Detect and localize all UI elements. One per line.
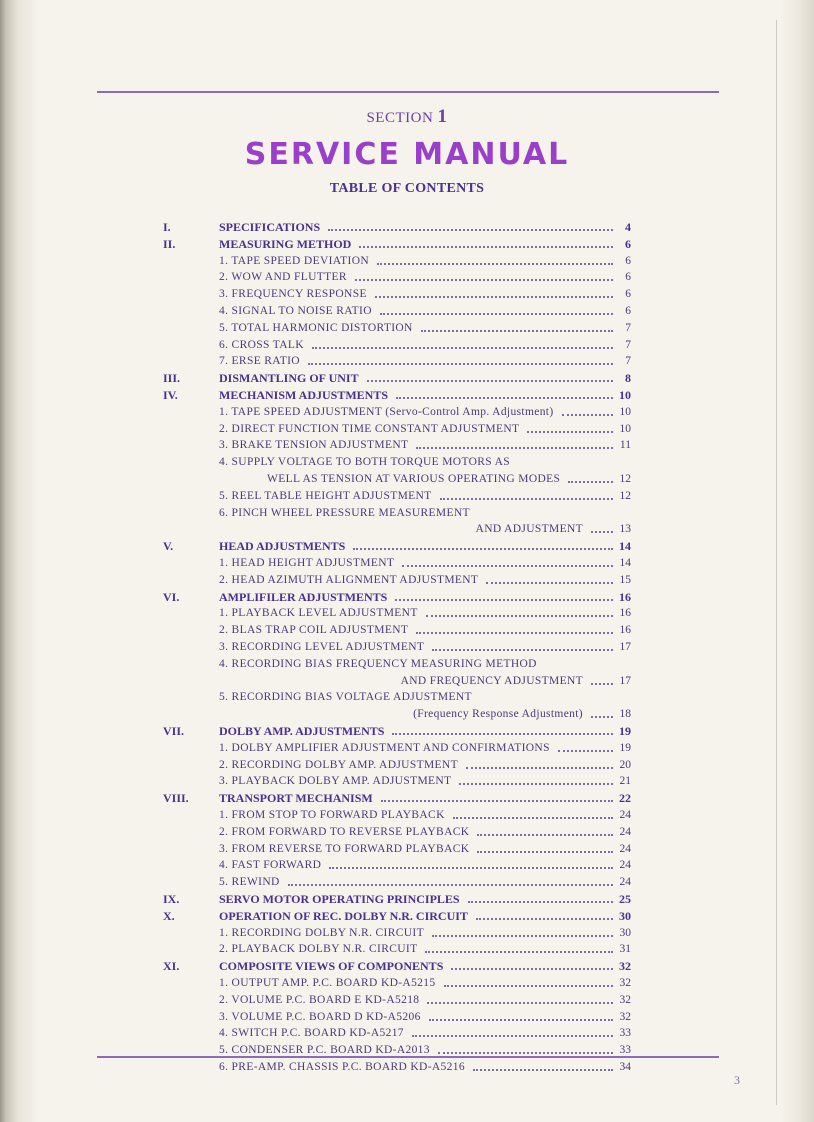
- toc-leader-dots: [377, 263, 613, 265]
- toc-entry-label: 4. RECORDING BIAS FREQUENCY MEASURING METHOD: [219, 657, 537, 670]
- toc-leader-dots: [432, 935, 613, 937]
- toc-sub-entry[interactable]: [219, 871, 631, 889]
- toc-entry-label: TRANSPORT MECHANISM: [219, 791, 373, 806]
- toc-leader-dots: [591, 531, 613, 533]
- toc-leader-dots: [396, 397, 613, 399]
- toc-sub-entry[interactable]: [219, 854, 631, 872]
- toc-sub-entry[interactable]: [219, 350, 631, 368]
- toc-page-number: 7: [625, 355, 631, 368]
- section-word: SECTION: [366, 110, 434, 126]
- toc-page-number: 7: [625, 321, 631, 334]
- toc-leader-dots: [426, 615, 613, 617]
- toc-leader-dots: [425, 951, 613, 953]
- toc-page-number: 4: [625, 220, 631, 234]
- toc-entry-label: 2. RECORDING DOLBY AMP. ADJUSTMENT: [219, 758, 458, 771]
- toc-roman-numeral: VI.: [163, 589, 180, 604]
- toc-sub-entry[interactable]: [219, 434, 631, 452]
- toc-entry-label: 1. OUTPUT AMP. P.C. BOARD KD-A5215: [219, 977, 436, 989]
- toc-leader-dots: [367, 380, 613, 382]
- toc-leader-dots: [486, 582, 613, 584]
- toc-roman-numeral: X.: [163, 908, 175, 923]
- toc-leader-dots: [591, 716, 613, 718]
- toc-leader-dots: [440, 498, 613, 500]
- toc-page-number: 17: [619, 641, 631, 653]
- toc-sub-entry[interactable]: [219, 1056, 631, 1074]
- section-number: 1: [437, 106, 448, 127]
- toc-page-number: 25: [619, 892, 631, 906]
- toc-entry-label: 1. FROM STOP TO FORWARD PLAYBACK: [219, 809, 445, 821]
- bottom-rule: [97, 1056, 719, 1058]
- toc-leader-dots: [402, 565, 613, 567]
- toc-sub-entry[interactable]: [219, 737, 631, 755]
- toc-sub-entry[interactable]: [219, 972, 631, 990]
- toc-leader-dots: [459, 783, 613, 785]
- toc-leader-dots: [412, 1035, 613, 1037]
- toc-page-number: 6: [625, 271, 631, 284]
- toc-roman-numeral: I.: [163, 220, 171, 234]
- toc-page-number: 30: [619, 926, 631, 939]
- toc-entry-label: 1. TAPE SPEED DEVIATION: [219, 254, 370, 267]
- toc-entry-label: 1. RECORDING DOLBY N.R. CIRCUIT: [219, 926, 424, 939]
- toc-entry-label: 3. PLAYBACK DOLBY AMP. ADJUSTMENT: [219, 775, 452, 788]
- toc-sub-entry[interactable]: [219, 636, 631, 654]
- toc-page-number: 8: [625, 371, 631, 386]
- toc-entry-label: 2. BLAS TRAP COIL ADJUSTMENT: [219, 624, 409, 637]
- toc-entry-label: 3. BRAKE TENSION ADJUSTMENT: [219, 439, 409, 452]
- toc-entry-label: COMPOSITE VIEWS OF COMPONENTS: [219, 959, 444, 974]
- toc-entry-label: SPECIFICATIONS: [219, 220, 321, 234]
- toc-sub-entry[interactable]: [219, 401, 631, 419]
- toc-page-number: 17: [619, 674, 631, 687]
- toc-entry-continuation[interactable]: [219, 670, 631, 688]
- toc-section-entry[interactable]: [163, 888, 631, 906]
- toc-roman-numeral: IX.: [163, 892, 180, 906]
- toc-entry-label: 6. CROSS TALK: [219, 338, 304, 351]
- toc-page-number: 19: [619, 741, 631, 754]
- toc-entry-label: MEASURING METHOD: [219, 236, 352, 251]
- toc-entry-continuation[interactable]: [219, 468, 631, 486]
- toc-page-number: 19: [619, 724, 631, 738]
- toc-roman-numeral: IV.: [163, 388, 178, 402]
- toc-leader-dots: [477, 834, 613, 836]
- toc-page-number: 31: [619, 943, 631, 956]
- toc-roman-numeral: V.: [163, 539, 174, 554]
- toc-sub-entry[interactable]: [219, 770, 631, 788]
- top-rule: [97, 91, 719, 93]
- section-label: [0, 106, 814, 128]
- toc-leader-dots: [453, 817, 613, 819]
- toc-leader-dots: [312, 347, 613, 349]
- toc-page-number: 32: [619, 959, 631, 974]
- toc-leader-dots: [451, 968, 613, 970]
- toc-entry-label: DOLBY AMP. ADJUSTMENTS: [219, 724, 385, 738]
- toc-page-number: 6: [625, 288, 631, 301]
- toc-entry-label: AND FREQUENCY ADJUSTMENT: [400, 674, 583, 687]
- toc-page-number: 32: [619, 977, 631, 989]
- toc-page-number: 10: [619, 422, 631, 435]
- toc-leader-dots: [476, 918, 613, 920]
- toc-entry-label: 5. TOTAL HARMONIC DISTORTION: [219, 321, 413, 334]
- toc-page-number: 16: [619, 589, 631, 604]
- toc-section-entry[interactable]: [163, 367, 631, 385]
- toc-page-number: 32: [619, 1010, 631, 1023]
- toc-sub-entry[interactable]: [219, 1006, 631, 1024]
- toc-sub-entry[interactable]: [219, 317, 631, 335]
- toc-page-number: 7: [625, 338, 631, 351]
- toc-entry-label: 2. HEAD AZIMUTH ALIGNMENT ADJUSTMENT: [219, 573, 479, 586]
- toc-leader-dots: [444, 985, 614, 987]
- toc-leader-dots: [477, 851, 613, 853]
- toc-leader-dots: [359, 246, 613, 248]
- toc-page-number: 6: [625, 236, 631, 251]
- toc-leader-dots: [466, 767, 613, 769]
- toc-sub-entry[interactable]: [219, 838, 631, 856]
- toc-entry-label: 2. DIRECT FUNCTION TIME CONSTANT ADJUSTMENT: [219, 422, 520, 435]
- toc-leader-dots: [421, 330, 613, 332]
- toc-entry-label: (Frequency Response Adjustment): [413, 708, 583, 721]
- toc-page-number: 33: [619, 1044, 631, 1057]
- toc-entry-label: 1. TAPE SPEED ADJUSTMENT (Servo-Control Amp. Adjustment): [219, 405, 554, 418]
- toc-entry-label: 1. HEAD HEIGHT ADJUSTMENT: [219, 557, 395, 569]
- toc-entry-label: 5. RECORDING BIAS VOLTAGE ADJUSTMENT: [219, 691, 472, 704]
- toc-roman-numeral: XI.: [163, 959, 180, 974]
- toc-page-number: 21: [619, 775, 631, 788]
- toc-entry-label: 4. SIGNAL TO NOISE RATIO: [219, 305, 372, 317]
- toc-page-number: 13: [619, 523, 631, 536]
- toc-leader-dots: [468, 901, 613, 903]
- toc-leader-dots: [308, 363, 613, 365]
- toc-page-number: 12: [619, 489, 631, 502]
- toc-leader-dots: [328, 229, 613, 231]
- toc-entry-label: 5. REEL TABLE HEIGHT ADJUSTMENT: [219, 489, 432, 502]
- toc-entry-continuation[interactable]: [219, 451, 631, 469]
- toc-entry-label: 3. FREQUENCY RESPONSE: [219, 288, 367, 301]
- manual-title: SERVICE MANUAL: [244, 137, 570, 172]
- toc-entry-label: 3. FROM REVERSE TO FORWARD PLAYBACK: [219, 842, 470, 855]
- toc-leader-dots: [416, 632, 613, 634]
- toc-roman-numeral: VII.: [163, 724, 185, 738]
- toc-page-number: 6: [625, 254, 631, 267]
- toc-page-number: 11: [619, 439, 631, 452]
- toc-section-entry[interactable]: [163, 216, 631, 234]
- toc-section-entry[interactable]: [163, 586, 631, 604]
- toc-entry-label: 1. PLAYBACK LEVEL ADJUSTMENT: [219, 607, 418, 620]
- toc-sub-entry[interactable]: [219, 266, 631, 284]
- toc-entry-label: HEAD ADJUSTMENTS: [219, 539, 346, 554]
- toc-entry-continuation[interactable]: [219, 653, 631, 671]
- toc-entry-label: MECHANISM ADJUSTMENTS: [219, 388, 389, 402]
- toc-leader-dots: [416, 447, 613, 449]
- toc-page-number: 32: [619, 993, 631, 1006]
- toc-entry-label: 7. ERSE RATIO: [219, 355, 300, 368]
- toc-entry-label: DISMANTLING OF UNIT: [219, 371, 359, 386]
- toc-page-number: 33: [619, 1027, 631, 1040]
- toc-entry-label: WELL AS TENSION AT VARIOUS OPERATING MODES: [267, 473, 561, 485]
- toc-heading: TABLE OF CONTENTS: [329, 181, 485, 196]
- toc-sub-entry[interactable]: [219, 250, 631, 268]
- toc-leader-dots: [591, 683, 613, 685]
- toc-entry-label: 2. FROM FORWARD TO REVERSE PLAYBACK: [219, 825, 470, 838]
- toc-leader-dots: [562, 414, 613, 416]
- toc-leader-dots: [375, 296, 613, 298]
- toc-sub-entry[interactable]: [219, 1039, 631, 1057]
- toc-page-number: 24: [619, 809, 631, 821]
- toc-leader-dots: [380, 313, 613, 315]
- toc-page-number: 24: [619, 876, 631, 889]
- toc-entry-label: 6. PINCH WHEEL PRESSURE MEASUREMENT: [219, 506, 470, 519]
- toc-entry-continuation[interactable]: [219, 703, 631, 721]
- toc-entry-label: 2. VOLUME P.C. BOARD E KD-A5218: [219, 993, 420, 1006]
- toc-entry-continuation[interactable]: [219, 502, 631, 520]
- toc-leader-dots: [329, 867, 613, 869]
- toc-sub-entry[interactable]: [219, 804, 631, 822]
- toc-section-entry[interactable]: [163, 905, 631, 923]
- toc-leader-dots: [355, 279, 613, 281]
- toc-sub-entry[interactable]: [219, 569, 631, 587]
- toc-page-number: 16: [619, 624, 631, 637]
- toc-sub-entry[interactable]: [219, 602, 631, 620]
- toc-entry-continuation[interactable]: [219, 686, 631, 704]
- toc-roman-numeral: III.: [163, 371, 181, 386]
- toc-section-entry[interactable]: [163, 720, 631, 738]
- toc-entry-label: AND ADJUSTMENT: [475, 523, 583, 536]
- toc-leader-dots: [527, 431, 613, 433]
- toc-entry-label: AMPLIFILER ADJUSTMENTS: [219, 589, 388, 604]
- toc-page-number: 16: [619, 607, 631, 620]
- toc-sub-entry[interactable]: [219, 485, 631, 503]
- toc-sub-entry[interactable]: [219, 418, 631, 436]
- toc-entry-label: 4. SWITCH P.C. BOARD KD-A5217: [219, 1027, 404, 1040]
- toc-leader-dots: [427, 1002, 613, 1004]
- toc-sub-entry[interactable]: [219, 619, 631, 637]
- toc-leader-dots: [432, 649, 613, 651]
- toc-page-number: 10: [619, 388, 631, 402]
- toc-sub-entry[interactable]: [219, 300, 631, 318]
- toc-page-number: 15: [619, 573, 631, 586]
- toc-section-entry[interactable]: [163, 787, 631, 805]
- toc-entry-label: SERVO MOTOR OPERATING PRINCIPLES: [219, 892, 460, 906]
- toc-entry-label: 3. VOLUME P.C. BOARD D KD-A5206: [219, 1010, 421, 1023]
- toc-leader-dots: [558, 750, 613, 752]
- toc-page-number: 14: [619, 557, 631, 569]
- toc-page-number: 24: [619, 859, 631, 872]
- toc-roman-numeral: VIII.: [163, 791, 189, 806]
- toc-leader-dots: [395, 599, 613, 601]
- toc-entry-label: 3. RECORDING LEVEL ADJUSTMENT: [219, 641, 425, 653]
- toc-leader-dots: [429, 1019, 613, 1021]
- toc-entry-label: 2. PLAYBACK DOLBY N.R. CIRCUIT: [219, 943, 418, 956]
- toc-entry-continuation[interactable]: [219, 518, 631, 536]
- toc-page-number: 34: [619, 1061, 631, 1073]
- toc-leader-dots: [473, 1069, 613, 1071]
- toc-leader-dots: [438, 1052, 613, 1054]
- toc-sub-entry[interactable]: [219, 989, 631, 1007]
- toc-roman-numeral: II.: [163, 236, 176, 251]
- toc-page-number: 14: [619, 539, 631, 554]
- toc-section-entry[interactable]: [163, 233, 631, 251]
- toc-page-number: 20: [619, 758, 631, 771]
- toc-section-entry[interactable]: [163, 535, 631, 553]
- page-number: 3: [734, 1073, 740, 1087]
- toc-page-number: 30: [619, 908, 631, 923]
- toc-page-number: 22: [619, 791, 631, 806]
- toc-sub-entry[interactable]: [219, 821, 631, 839]
- toc-page-number: 12: [619, 473, 631, 485]
- toc-section-entry[interactable]: [163, 955, 631, 973]
- toc-sub-entry[interactable]: [219, 922, 631, 940]
- toc-leader-dots: [353, 548, 613, 550]
- toc-page-number: 10: [619, 405, 631, 418]
- toc-entry-label: 2. WOW AND FLUTTER: [219, 271, 347, 284]
- toc-sub-entry[interactable]: [219, 938, 631, 956]
- toc-page-number: 24: [619, 842, 631, 855]
- toc-sub-entry[interactable]: [219, 754, 631, 772]
- toc-sub-entry[interactable]: [219, 552, 631, 570]
- toc-page-number: 18: [619, 708, 631, 721]
- toc-sub-entry[interactable]: [219, 283, 631, 301]
- toc-entry-label: OPERATION OF REC. DOLBY N.R. CIRCUIT: [219, 908, 468, 923]
- toc-entry-label: 5. CONDENSER P.C. BOARD KD-A2013: [219, 1044, 430, 1057]
- toc-entry-label: 5. REWIND: [219, 876, 280, 889]
- toc-entry-label: 4. FAST FORWARD: [219, 859, 322, 872]
- toc-sub-entry[interactable]: [219, 334, 631, 352]
- toc-entry-label: 4. SUPPLY VOLTAGE TO BOTH TORQUE MOTORS AS: [219, 456, 511, 469]
- toc-entry-label: 6. PRE-AMP. CHASSIS P.C. BOARD KD-A5216: [219, 1061, 465, 1073]
- toc-page-number: 24: [619, 825, 631, 838]
- toc-leader-dots: [381, 800, 613, 802]
- toc-entry-label: 1. DOLBY AMPLIFIER ADJUSTMENT AND CONFIRMATIONS: [219, 741, 550, 754]
- toc-leader-dots: [288, 884, 613, 886]
- toc-page-number: 6: [625, 305, 631, 317]
- toc-section-entry[interactable]: [163, 384, 631, 402]
- toc-leader-dots: [392, 733, 613, 735]
- toc-leader-dots: [568, 481, 613, 483]
- toc-sub-entry[interactable]: [219, 1022, 631, 1040]
